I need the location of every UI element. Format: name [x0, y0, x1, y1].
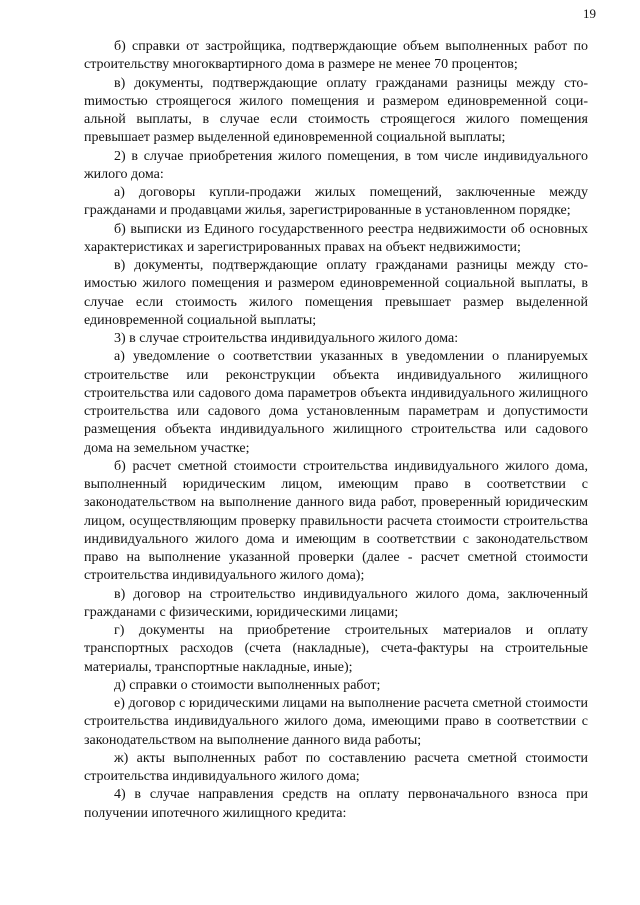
paragraph: в) договор на строительство индивидуального жилого дома, заключенный гражданами с физическими, юридическими лицами; [84, 586, 588, 620]
paragraph: 4) в случае направления средств на оплату первоначального взноса при получении ипотечного жилищного кредита: [84, 787, 588, 821]
page-number: 19 [583, 6, 596, 21]
paragraph: г) документы на приобретение строительных материалов и оплату транспортных расходов (счета (накладные), счета-фактуры на строительные материалы, транспортные накладные, иные); [84, 623, 588, 675]
paragraph: а) договоры купли-продажи жилых помещений, заключенные между гражданами и продавцами жилья, зарегистрированные в установленном порядке; [84, 185, 588, 219]
paragraph: 3) в случае строительства индивидуального жилого дома: [114, 331, 459, 346]
paragraph: в) документы, подтверждающие оплату гражданами разницы между стоимостью жилого помещения и размером единовременной социальной выплаты, в случае если стоимость жилого помещения превышает размер выделенной единовременной социальной выплаты; [84, 258, 588, 328]
paragraph: б) справки от застройщика, подтверждающие объем выполненных работ по строительству многоквартирного дома в размере не менее 70 процентов; [84, 39, 588, 73]
paragraph: д) справки о стоимости выполненных работ; [114, 677, 381, 693]
paragraph: в) документы, подтверждающие оплату гражданами разницы между стоmимостью строящегося жилого помещения и размером единовременной социальной выплаты, в случае если стоимость строящегося жилого помещения превышает размер выделенной единовременной социальной выплаты; [84, 75, 588, 146]
paragraph: ж) акты выполненных работ по составлению расчета сметной стоимости строительства индивидуального жилого дома; [84, 750, 588, 784]
paragraph: б) расчет сметной стоимости строительства индивидуального жилого дома, выполненный юридическим лицом, имеющим право в соответствии с законодательством на выполнение данного вида работ, проверенный юридическим лицом, осуществляющим проверку правильности расчета стоимости строительства индивидуального жилого дома и имеющим в соответствии с законодательством право на выполнение указанной проверки (далее - расчет сметной стоимости строительства индивидуального жилого дома); [84, 458, 588, 584]
paragraph: 2) в случае приобретения жилого помещения, в том числе индивидуального жилого дома: [84, 148, 588, 182]
paragraph: а) уведомление о соответствии указанных в уведомлении о планируемых строительстве или реконструкции объекта индивидуального жилищного строительства или садового дома параметров объекта индивидуального жилищного строительства или садового дома установленным параметрам и допустимости размещения объекта индивидуального жилищного строительства или садового дома на земельном участке; [84, 349, 588, 456]
paragraph: е) договор с юридическими лицами на выполнение расчета сметной стоимости строительства индивидуального жилого дома, имеющими право в соответствии с законодательством на выполнение данного вида работы; [84, 696, 588, 748]
document-body [84, 38, 588, 823]
paragraph: б) выписки из Единого государственного реестра недвижимости об основных характеристиках и зарегистрированных правах на объект недвижимости; [84, 221, 588, 255]
